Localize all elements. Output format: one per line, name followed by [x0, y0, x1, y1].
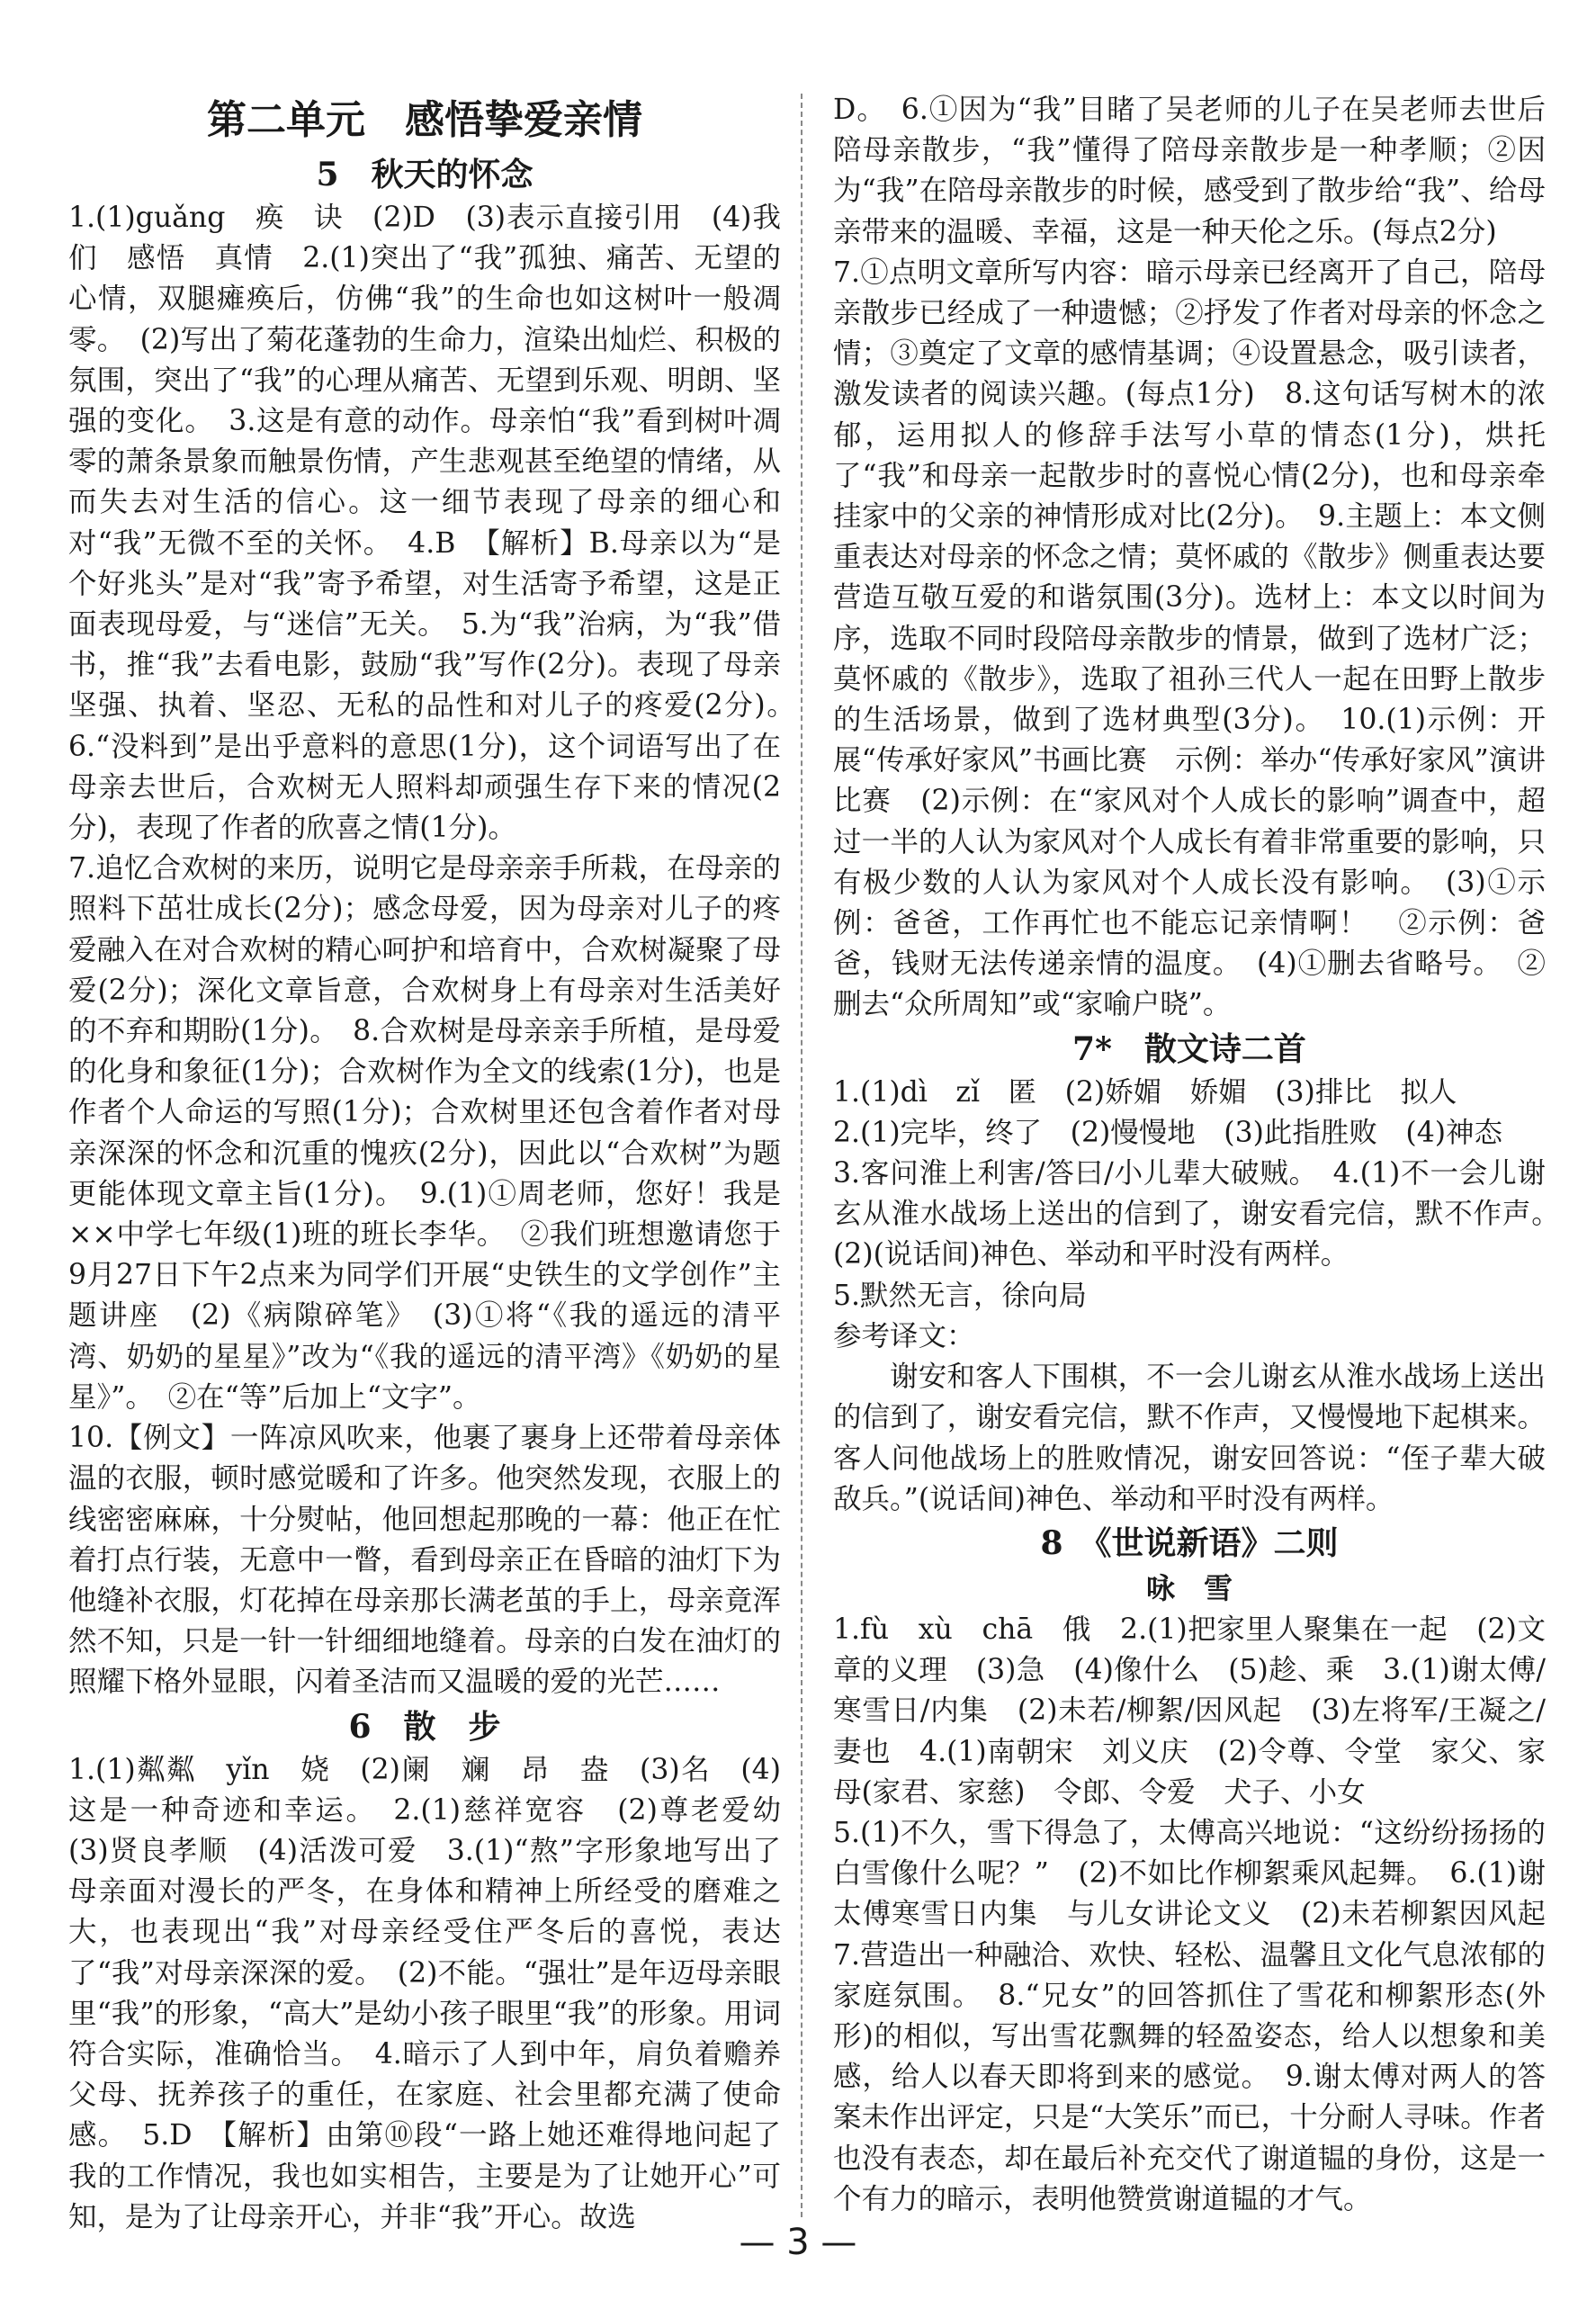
lesson6-answer-paragraph: 7.①点明文章所写内容：暗示母亲已经离开了自己，陪母亲散步已经成了一种遗憾；②抒发了作者对母亲的怀念之情；③奠定了文章的感情基调；④设置悬念，吸引读者，激发读者的阅读兴趣。(每点1分) 8.这句话写树木的浓郁，运用拟人的修辞手法写小草的情态(1分)，烘托了“我”和母亲一起散步时的喜悦心情(2分)，也和母亲牵挂家中的父亲的神情形成对比(2分)。 9.主题上：本文侧重表达对母亲的怀念之情；莫怀戚的《散步》侧重表达要营造互敬互爱的和谐氛围(3分)。选材上：本文以时间为序，选取不同时段陪母亲散步的情景，做到了选材广泛；莫怀戚的《散步》，选取了祖孙三代人一起在田野上散步的生活场景，做到了选材典型(3分)。 10.(1)示例：开展“传承好家风”书画比赛 示例：举办“传承好家风”演讲比赛 (2)示例：在“家风对个人成长的影响”调查中，超过一半的人认为家风对个人成长有着非常重要的影响，只有极少数的人认为家风对个人成长没有影响。 (3)①示例：爸爸，工作再忙也不能忘记亲情啊！ ②示例：爸爸，钱财无法传递亲情的温度。 (4)①删去省略号。 ②删去“众所周知”或“家喻户晓”。: [833, 256, 1546, 1021]
lesson5-answer-paragraph: 7.追忆合欢树的来历，说明它是母亲亲手所栽，在母亲的照料下茁壮成长(2分)；感念母爱，因为母亲对儿子的疼爱融入在对合欢树的精心呵护和培育中，合欢树凝聚了母爱(2分)；深化文章旨意，合欢树身上有母亲对生活美好的不弃和期盼(1分)。 8.合欢树是母亲亲手所植，是母爱的化身和象征(1分)；合欢树作为全文的线索(1分)，也是作者个人命运的写照(1分)；合欢树里还包含着作者对母亲深深的怀念和沉重的愧疚(2分)，因此以“合欢树”为题更能体现文章主旨(1分)。 9.(1)①周老师，您好！我是××中学七年级(1)班的班长李华。 ②我们班想邀请您于9月27日下午2点来为同学们开展“史铁生的文学创作”主题讲座 (2)《病隙碎笔》 (3)①将“《我的遥远的清平湾、奶奶的星星》”改为“《我的遥远的清平湾》《奶奶的星星》”。 ②在“等”后加上“文字”。: [68, 852, 781, 1414]
right-column: [833, 90, 1574, 2220]
translation-label: 参考译文：: [833, 1319, 975, 1352]
lesson6-answer-paragraph: 1.(1)粼粼 yǐn 娆 (2)阑 斓 昂 盎 (3)名 (4)这是一种奇迹和幸运。 2.(1)慈祥宽容 (2)尊老爱幼 (3)贤良孝顺 (4)活泼可爱 3.(1)“熬”字形象地写出了母亲面对漫长的严冬，在身体和精神上所经受的磨难之大，也表现出“我”对母亲经受住严冬后的喜悦，表达了“我”对母亲深深的爱。 (2)不能。“强壮”是年迈母亲眼里“我”的形象，“高大”是幼小孩子眼里“我”的形象。用词符合实际，准确恰当。 4.暗示了人到中年，肩负着赡养父母、抚养孩子的重任，在家庭、社会里都充满了使命感。 5.D 【解析】由第⑩段“一路上她还难得地问起了我的工作情况，我也如实相告，主要是为了让她开心”可知，是为了让母亲开心，并非“我”开心。故选: [68, 1753, 810, 2233]
left-column: [68, 94, 810, 2238]
lesson7-answer-paragraph: 3.客问淮上利害/答曰/小儿辈大破贼。 4.(1)不一会儿谢玄从淮水战场上送出的信到了，谢安看完信，默不作声。 (2)(说话间)神色、举动和平时没有两样。: [833, 1157, 1574, 1271]
unit-title: 第二单元 感悟挚爱亲情: [207, 97, 642, 143]
lesson5-title: 5 秋天的怀念: [316, 156, 533, 193]
lesson6-answer-paragraph: D。 6.①因为“我”目睹了吴老师的儿子在吴老师去世后陪母亲散步，“我”懂得了陪母亲散步是一种孝顺；②因为“我”在陪母亲散步的时候，感受到了散步给“我”、给母亲带来的温暖、幸福，这是一种天伦之乐。(每点2分): [833, 94, 1546, 248]
lesson8-answer-paragraph: 5.(1)不久，雪下得急了，太傅高兴地说：“这纷纷扬扬的白雪像什么呢？” (2)不如比作柳絮乘风起舞。 6.(1)谢太傅寒雪日内集 与儿女讲论文义 (2)未若柳絮因风起 7.营造出一种融洽、欢快、轻松、温馨且文化气息浓郁的家庭氛围。 8.“兄女”的回答抓住了雪花和柳絮形态(外形)的相似，写出雪花飘舞的轻盈姿态，给人以想象和美感，给人以春天即将到来的感觉。 9.谢太傅对两人的答案未作出评定，只是“大笑乐”而已，十分耐人寻味。作者也没有表态，却在最后补充交代了谢道韫的身份，这是一个有力的暗示，表明他赞赏谢道韫的才气。: [833, 1816, 1574, 2215]
lesson8-subtitle: 咏 雪: [1145, 1570, 1233, 1605]
lesson6-title: 6 散 步: [348, 1707, 501, 1746]
lesson7-answer-paragraph: 1.(1)dì zǐ 匿 (2)娇媚 娇媚 (3)排比 拟人: [833, 1075, 1457, 1109]
lesson7-answer-paragraph: 2.(1)完毕，终了 (2)慢慢地 (3)此指胜败 (4)神态: [833, 1116, 1503, 1149]
column-divider: [801, 94, 802, 2217]
translation-text: 谢安和客人下围棋，不一会儿谢玄从淮水战场上送出的信到了，谢安看完信，默不作声，又慢慢地下起棋来。客人问他战场上的胜败情况，谢安回答说：“侄子辈大破敌兵。”(说话间)神色、举动和平时没有两样。: [833, 1361, 1546, 1515]
lesson8-title: 8 《世说新语》二则: [1040, 1523, 1339, 1562]
lesson5-answer-paragraph: 1.(1)guǎng 痪 诀 (2)D (3)表示直接引用 (4)我们 感悟 真情 2.(1)突出了“我”孤独、痛苦、无望的心情，双腿瘫痪后，仿佛“我”的生命也如这树叶一般凋零。 (2)写出了菊花蓬勃的生命力，渲染出灿烂、积极的氛围，突出了“我”的心理从痛苦、无望到乐观、明朗、坚强的变化。 3.这是有意的动作。母亲怕“我”看到树叶凋零的萧条景象而触景伤情，产生悲观甚至绝望的情绪，从而失去对生活的信心。这一细节表现了母亲的细心和对“我”无微不至的关怀。 4.B 【解析】B.母亲以为“是个好兆头”是对“我”寄予希望，对生活寄予希望，这是正面表现母爱，与“迷信”无关。 5.为“我”治病，为“我”借书，推“我”去看电影，鼓励“我”写作(2分)。表现了母亲坚强、执着、坚忍、无私的品性和对儿子的疼爱(2分)。 6.“没料到”是出乎意料的意思(1分)，这个词语写出了在母亲去世后，合欢树无人照料却顽强生存下来的情况(2分)，表现了作者的欣喜之情(1分)。: [68, 202, 810, 845]
lesson7-title: 7* 散文诗二首: [1072, 1029, 1306, 1068]
page-number: — 3 —: [739, 2222, 857, 2263]
lesson8-answer-paragraph: 1.fù xù chā 俄 2.(1)把家里人聚集在一起 (2)文章的义理 (3)急 (4)像什么 (5)趁、乘 3.(1)谢太傅/寒雪日/内集 (2)未若/柳絮/因风起 (3)左将军/王凝之/妻也 4.(1)南朝宋 刘义庆 (2)令尊、令堂 家父、家母(家君、家慈) 令郎、令爱 犬子、小女: [833, 1613, 1546, 1809]
lesson7-answer-paragraph: 5.默然无言，徐向局: [833, 1279, 1088, 1312]
lesson5-answer-paragraph: 10.【例文】一阵凉风吹来，他裹了裹身上还带着母亲体温的衣服，顿时感觉暖和了许多。他突然发现，衣服上的线密密麻麻，十分熨帖，他回想起那晚的一幕：他正在忙着打点行装，无意中一瞥，看到母亲正在昏暗的油灯下为他缝补衣服，灯花掉在母亲那长满老茧的手上，母亲竟浑然不知，只是一针一针细细地缝着。母亲的白发在油灯的照耀下格外显眼，闪着圣洁而又温暖的爱的光芒……: [68, 1422, 781, 1699]
